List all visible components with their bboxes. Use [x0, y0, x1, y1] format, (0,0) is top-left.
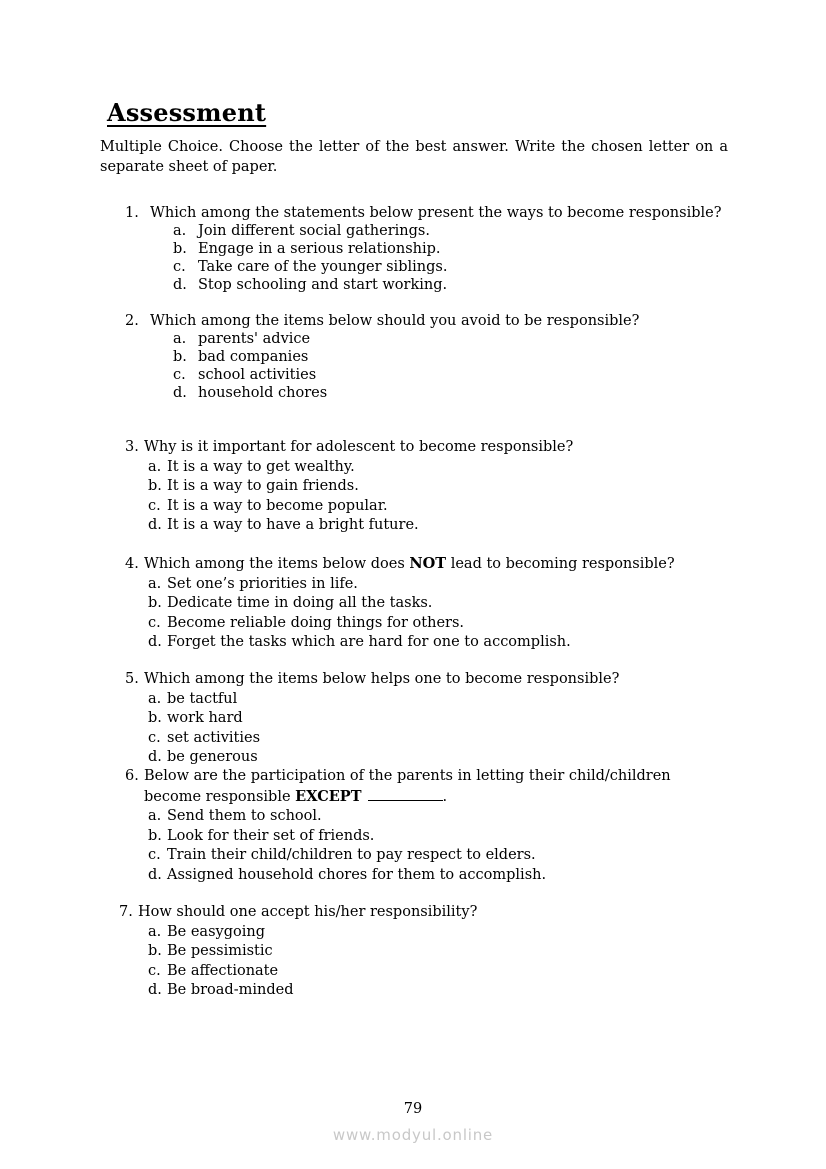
question-number: 3.	[125, 439, 139, 455]
option-c: c. It is a way to become popular.	[148, 497, 388, 514]
question-text: Why is it important for adolescent to become responsible?	[144, 439, 574, 455]
option-b: b. work hard	[148, 710, 243, 726]
option-c: c. school activities	[173, 367, 317, 383]
option-b: b. bad companies	[173, 349, 309, 365]
question-3	[125, 438, 573, 536]
options-list	[148, 807, 671, 885]
option-d: d. Forget the tasks which are hard for one to accomplish.	[148, 634, 571, 650]
option-a: a. Set one’s priorities in life.	[148, 575, 358, 592]
option-d: d. household chores	[173, 385, 328, 401]
option-d: d. Assigned household chores for them to accomplish.	[148, 866, 547, 883]
option-a: a. Be easygoing	[148, 923, 265, 940]
option-c: c. Take care of the younger siblings.	[173, 259, 448, 275]
option-b: b. It is a way to gain friends.	[148, 478, 359, 494]
option-a: a. Send them to school.	[148, 808, 322, 824]
question-number: 2.	[125, 313, 139, 329]
option-c: c. Become reliable doing things for others.	[148, 614, 465, 631]
question-text: How should one accept his/her responsibility?	[138, 904, 478, 920]
options-list	[173, 330, 639, 402]
options-list	[173, 222, 722, 294]
option-b: b. Be pessimistic	[148, 943, 273, 959]
options-list	[148, 690, 619, 768]
question-text: Which among the items below does NOT lead to becoming responsible?	[144, 555, 675, 572]
question-number: 7.	[119, 904, 133, 920]
option-c: c. Be affectionate	[148, 962, 279, 979]
question-1	[125, 204, 722, 294]
option-b: b. Look for their set of friends.	[148, 827, 375, 844]
question-number: 1.	[125, 205, 139, 221]
options-list	[148, 923, 477, 1001]
option-c: c. set activities	[148, 729, 261, 746]
question-text-line-2: become responsible EXCEPT .	[144, 787, 448, 805]
question-text-line-1: Below are the participation of the parents in letting their child/children	[144, 768, 671, 784]
question-5	[125, 670, 619, 768]
question-7	[119, 903, 477, 1001]
options-list	[148, 458, 573, 536]
option-a: a. It is a way to get wealthy.	[148, 458, 355, 475]
option-b: b. Dedicate time in doing all the tasks.	[148, 595, 433, 611]
page-title: Assessment	[107, 98, 267, 127]
watermark: www.modyul.online	[332, 1126, 494, 1144]
emphasis-except: EXCEPT	[295, 787, 362, 805]
question-text: Which among the items below should you avoid to be responsible?	[150, 313, 640, 329]
instructions: Multiple Choice. Choose the letter of the best answer. Write the chosen letter on a separate sheet of paper.	[100, 139, 728, 175]
answer-blank	[368, 799, 443, 801]
question-6	[125, 767, 671, 885]
page-number: 79	[403, 1101, 423, 1117]
option-d: d. Be broad-minded	[148, 982, 294, 998]
option-a: a. be tactful	[148, 690, 238, 707]
question-number: 4.	[125, 556, 139, 572]
question-4	[125, 554, 675, 653]
option-c: c. Train their child/children to pay respect to elders.	[148, 847, 536, 863]
emphasis-not: NOT	[409, 555, 447, 572]
option-d: d. be generous	[148, 749, 258, 765]
option-d: d. Stop schooling and start working.	[173, 277, 448, 293]
question-2	[125, 312, 639, 402]
option-d: d. It is a way to have a bright future.	[148, 517, 419, 533]
question-text: Which among the items below helps one to become responsible?	[144, 671, 620, 687]
question-text: Which among the statements below present the ways to become responsible?	[150, 205, 722, 221]
option-a: a. Join different social gatherings.	[173, 223, 430, 239]
options-list	[148, 575, 675, 653]
question-number: 5.	[125, 671, 139, 687]
question-number: 6.	[125, 768, 139, 784]
option-b: b. Engage in a serious relationship.	[173, 241, 441, 257]
option-a: a. parents' advice	[173, 331, 311, 347]
